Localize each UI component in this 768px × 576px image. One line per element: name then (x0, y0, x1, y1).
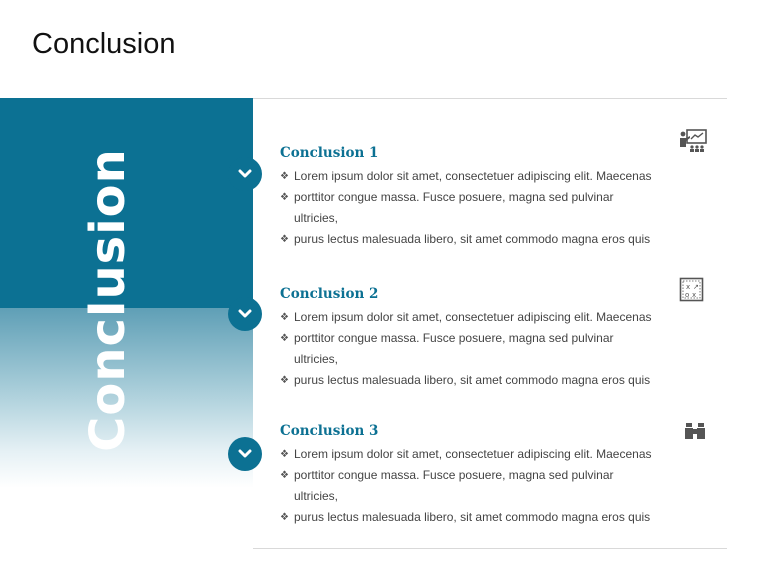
bullet-item: ❖ porttitor congue massa. Fusce posuere, magna sed pulvinar (280, 187, 720, 208)
bullet-continuation: ultricies, (294, 489, 339, 503)
bullet-diamond-icon: ❖ (280, 312, 289, 323)
chevron-marker-1 (228, 157, 262, 191)
bullet-diamond-icon: ❖ (280, 192, 289, 203)
svg-text:x: x (692, 291, 697, 299)
page-title: Conclusion (32, 28, 176, 60)
bullet-diamond-icon: ❖ (280, 449, 289, 460)
svg-text:o: o (685, 291, 690, 299)
section-heading: Conclusion 2 (280, 286, 379, 302)
bullet-item: ❖ porttitor congue massa. Fusce posuere, magna sed pulvinar (280, 465, 720, 486)
bullet-item: ❖ Lorem ipsum dolor sit amet, consectetuer adipiscing elit. Maecenas (280, 166, 720, 187)
bullet-item: ❖ purus lectus malesuada libero, sit amet commodo magna eros quis (280, 229, 720, 250)
bullet-diamond-icon: ❖ (280, 171, 289, 182)
svg-text:↗: ↗ (693, 283, 699, 291)
section-heading: Conclusion 3 (280, 423, 379, 439)
top-divider (253, 98, 727, 99)
bullet-item: ❖ porttitor congue massa. Fusce posuere, magna sed pulvinar (280, 328, 720, 349)
bullet-item: ❖ Lorem ipsum dolor sit amet, consectetuer adipiscing elit. Maecenas (280, 307, 720, 328)
bullet-diamond-icon: ❖ (280, 375, 289, 386)
bullet-diamond-icon: ❖ (280, 470, 289, 481)
chevron-down-icon (238, 169, 252, 179)
bullet-diamond-icon: ❖ (280, 234, 289, 245)
svg-text:x: x (686, 283, 691, 291)
bullet-item: ❖ Lorem ipsum dolor sit amet, consectetuer adipiscing elit. Maecenas (280, 444, 720, 465)
sidebar-vertical-label: Conclusion (80, 148, 136, 452)
section-heading: Conclusion 1 (280, 145, 379, 161)
conclusion-section-2 (280, 285, 720, 391)
bullet-diamond-icon: ❖ (280, 512, 289, 523)
bullet-item: ❖ purus lectus malesuada libero, sit amet commodo magna eros quis (280, 507, 720, 528)
conclusion-section-1 (280, 144, 720, 250)
chevron-marker-3 (228, 437, 262, 471)
chevron-down-icon (238, 309, 252, 319)
conclusion-section-3 (280, 422, 720, 528)
bullet-continuation: ultricies, (294, 352, 339, 366)
bullet-continuation: ultricies, (294, 211, 339, 225)
chevron-down-icon (238, 449, 252, 459)
bottom-divider (253, 548, 727, 549)
bullet-item: ❖ purus lectus malesuada libero, sit amet commodo magna eros quis (280, 370, 720, 391)
bullet-diamond-icon: ❖ (280, 333, 289, 344)
chevron-marker-2 (228, 297, 262, 331)
